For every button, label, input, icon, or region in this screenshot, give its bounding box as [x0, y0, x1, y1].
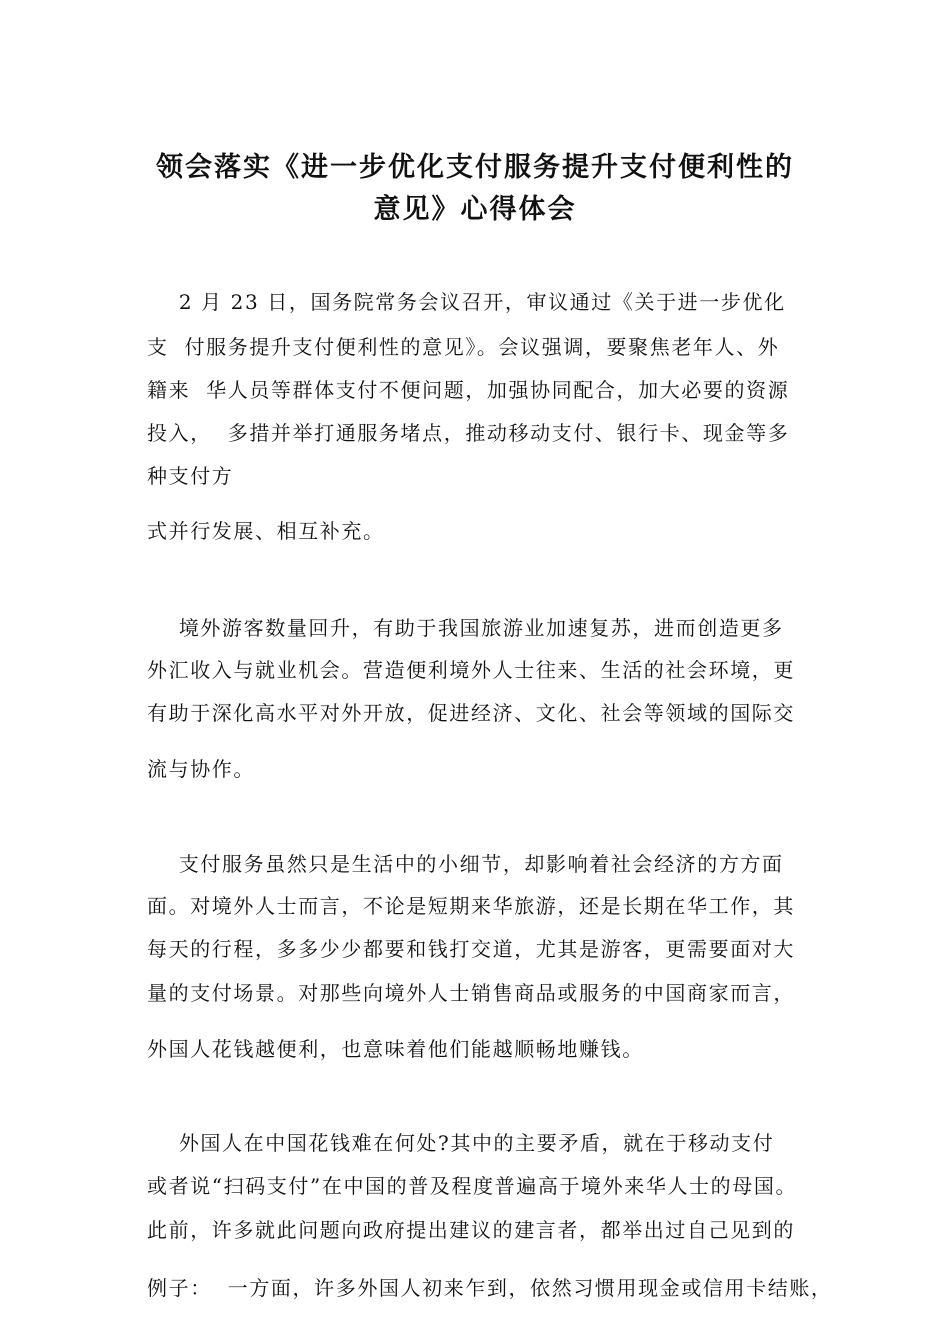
paragraph-line: 例子： 一方面，许多外国人初来乍到，依然习惯用现金或信用卡结账， [147, 1276, 833, 1300]
paragraph-line: 2 月 23 日，国务院常务会议召开，审议通过《关于进一步优化 [147, 290, 786, 314]
paragraph-line: 或者说“扫码支付”在中国的普及程度普遍高于境外来华人士的母国。 [147, 1174, 798, 1198]
paragraph-line: 种支付方 [147, 464, 234, 488]
paragraph-line: 籍来 华人员等群体支付不便问题，加强协同配合，加大必要的资源 [147, 378, 790, 402]
paragraph-line: 流与协作。 [147, 757, 255, 781]
paragraph-line: 支 付服务提升支付便利性的意见》。会议强调，要聚焦老年人、外 [147, 335, 780, 359]
paragraph-line: 投入， 多措并举打通服务堵点，推动移动支付、银行卡、现金等多 [147, 421, 790, 445]
paragraph-line: 支付服务虽然只是生活中的小细节，却影响着社会经济的方方面 [147, 852, 784, 876]
paragraph-line: 面。对境外人士而言，不论是短期来华旅游，还是长期在华工作，其 [147, 894, 795, 918]
paragraph-line: 量的支付场景。对那些向境外人士销售商品或服务的中国商家而言， [147, 981, 795, 1005]
document-title-line-1: 领会落实《进一步优化支付服务提升支付便利性的 [156, 152, 794, 183]
paragraph-line: 式并行发展、相互补充。 [147, 519, 385, 543]
paragraph-line: 外国人在中国花钱难在何处?其中的主要矛盾，就在于移动支付 [147, 1131, 775, 1155]
paragraph-line: 外汇收入与就业机会。营造便利境外人士往来、生活的社会环境，更 [147, 658, 795, 682]
paragraph-line: 外国人花钱越便利，也意味着他们能越顺畅地赚钱。 [147, 1037, 644, 1061]
paragraph-line: 每天的行程，多多少少都要和钱打交道，尤其是游客，更需要面对大 [147, 937, 795, 961]
paragraph-line: 境外游客数量回升，有助于我国旅游业加速复苏，进而创造更多 [147, 616, 784, 640]
paragraph-line: 此前，许多就此问题向政府提出建议的建言者，都举出过自己见到的 [147, 1218, 795, 1242]
paragraph-line: 有助于深化高水平对外开放，促进经济、文化、社会等领域的国际交 [147, 701, 795, 725]
document-title-line-2: 意见》心得体会 [373, 194, 577, 225]
